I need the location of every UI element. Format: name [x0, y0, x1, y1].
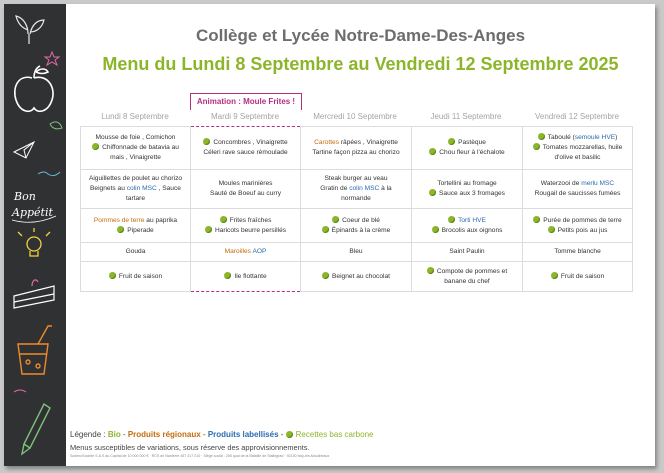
low-carbon-icon — [538, 133, 545, 140]
low-carbon-icon — [551, 272, 558, 279]
menu-subtitle: Menu du Lundi 8 Septembre au Vendredi 12 Septembre 2025 — [102, 54, 619, 74]
variation-note: Menus susceptibles de variations, sous réserve des approvisionnements. — [70, 443, 310, 452]
table-row-desserts — [81, 262, 633, 292]
chalk-squiggle-icon — [14, 390, 26, 392]
school-title: Collège et Lycée Notre-Dame-Des-Anges — [195, 26, 526, 45]
low-carbon-icon — [533, 143, 540, 150]
day-header-wednesday: Mercredi 10 Septembre — [313, 112, 397, 121]
low-carbon-icon — [117, 226, 124, 233]
menu-cell: Beignet au chocolat — [301, 262, 412, 292]
cake-slice-icon — [14, 280, 54, 308]
low-carbon-icon — [203, 138, 210, 145]
legend-regional: Produits régionaux — [127, 430, 201, 439]
table-row-mains — [81, 170, 633, 209]
squiggle-icon — [38, 172, 60, 176]
low-carbon-icon — [429, 189, 436, 196]
low-carbon-icon — [533, 216, 540, 223]
day-header-monday: Lundi 8 Septembre — [101, 112, 169, 121]
low-carbon-icon — [322, 272, 329, 279]
menu-sheet — [4, 4, 655, 466]
menu-cell: Concombres , Vinaigrette Céleri rave sauce rémoulade — [191, 127, 301, 170]
menu-cell: Frites fraîches Haricots beurre persillés — [191, 209, 301, 243]
pencil-icon — [22, 404, 50, 454]
low-carbon-icon — [322, 226, 329, 233]
low-carbon-icon — [448, 216, 455, 223]
low-carbon-icon — [220, 216, 227, 223]
table-row-sides — [81, 209, 633, 243]
menu-cell: Carottes râpées , Vinaigrette Tartine façon pizza au chorizo — [301, 127, 412, 170]
low-carbon-icon — [432, 226, 439, 233]
low-carbon-icon — [286, 431, 293, 438]
chalk-doodles — [4, 4, 66, 466]
menu-cell: Purée de pommes de terre Petits pois au jus — [523, 209, 633, 243]
low-carbon-icon — [332, 216, 339, 223]
menu-cell: Taboulé (semoule HVE) Tomates mozzarellas, huile d'olive et basilic — [523, 127, 633, 170]
menu-cell: Pastèque Chou fleur à l'échalote — [412, 127, 523, 170]
legal-fine-print: SodexoSocieté S.A.S au Capital de 10 000 000 € · RCS de Nanterre 457 317 010 · Siège social : 255 quai de la Bataille de Stalingrad · 92130 Issy-les-Moulineaux — [70, 454, 330, 458]
menu-cell: Pommes de terre au paprika Piperade — [81, 209, 191, 243]
apple-icon — [15, 66, 53, 111]
low-carbon-icon — [427, 267, 434, 274]
legend: Légende : Bio - Produits régionaux - Produits labellisés - Recettes bas carbone — [70, 430, 374, 439]
menu-cell: Tomme blanche — [523, 243, 633, 262]
menu-cell: Fruit de saison — [523, 262, 633, 292]
appetit-text: Appétit — [12, 206, 53, 219]
low-carbon-icon — [109, 272, 116, 279]
menu-cell: Coeur de blé Épinards à la crème — [301, 209, 412, 243]
legend-low-carbon: Recettes bas carbone — [295, 430, 374, 439]
sprout-icon — [16, 16, 44, 44]
star-icon — [45, 52, 59, 65]
table-row-starters — [81, 127, 633, 170]
animation-banner: Animation : Moule Frites ! — [190, 93, 302, 110]
low-carbon-icon — [548, 226, 555, 233]
menu-cell: Gouda — [81, 243, 191, 262]
menu-cell: Maroilles AOP — [191, 243, 301, 262]
menu-cell: Tortellini au fromage Sauce aux 3 fromages — [412, 170, 523, 209]
leaf-doodle-icon — [50, 122, 62, 129]
menu-cell: Saint Paulin — [412, 243, 523, 262]
legend-bio: Bio — [107, 430, 121, 439]
menu-cell: Steak burger au veau Gratin de colin MSC à la normande — [301, 170, 412, 209]
legend-labelled: Produits labellisés — [207, 430, 279, 439]
day-headers — [80, 112, 632, 124]
light-bulb-icon — [18, 228, 50, 256]
table-row-cheese — [81, 243, 633, 262]
low-carbon-icon — [224, 272, 231, 279]
chalkboard-sidebar — [4, 4, 66, 466]
menu-cell: Compote de pommes et banane du chef — [412, 262, 523, 292]
bon-text: Bon — [14, 190, 36, 203]
low-carbon-icon — [448, 138, 455, 145]
menu-cell: Fruit de saison — [81, 262, 191, 292]
juice-glass-icon — [18, 326, 52, 374]
menu-cell: Moules marinières Sauté de Boeuf au curry — [191, 170, 301, 209]
menu-cell: Aiguillettes de poulet au chorizo Beignets au colin MSC , Sauce tartare — [81, 170, 191, 209]
menu-cell: Waterzooi de merlu MSC Rougail de saucisses fumées — [523, 170, 633, 209]
low-carbon-icon — [205, 226, 212, 233]
low-carbon-icon — [92, 143, 99, 150]
menu-cell: Mousse de foie , Comichon Chiffonnade de batavia au mais , Vinaigrette — [81, 127, 191, 170]
menu-table — [80, 126, 633, 292]
low-carbon-icon — [429, 148, 436, 155]
menu-cell: Bleu — [301, 243, 412, 262]
menu-cell: Torti HVE Brocolis aux oignons — [412, 209, 523, 243]
paper-plane-icon — [14, 142, 34, 158]
day-header-tuesday: Mardi 9 Septembre — [210, 112, 280, 121]
day-header-thursday: Jeudi 11 Septembre — [430, 112, 502, 121]
menu-cell: Ile flottante — [191, 262, 301, 292]
day-header-friday: Vendredi 12 Septembre — [534, 112, 620, 121]
